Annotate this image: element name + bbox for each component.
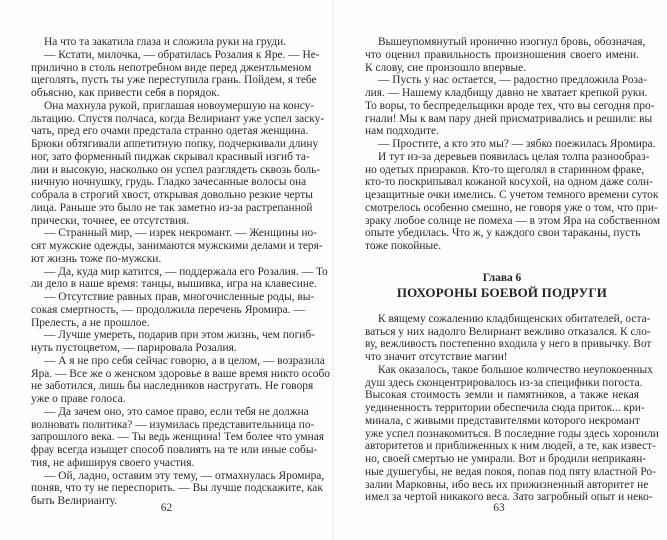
text-line: что значит отсутствие магии!	[365, 351, 508, 363]
chapter-spacer-top	[365, 253, 639, 271]
text-line: ног, зато форменный пиджак скрывал красивый изгиб та-	[31, 150, 310, 163]
text-line: Вышеупомянутый иронично изогнул бровь, обозначая,	[378, 36, 646, 48]
right-page-text-after-chapter	[365, 312, 659, 504]
text-line: запрошлого века. — Ты ведь женщина! Тем более что умная	[31, 431, 325, 444]
text-line: — Отсутствие равных прав, многочисленные роды, вы-	[44, 291, 315, 303]
text-line: прически, точнее, ее отсутствия.	[31, 214, 190, 227]
right-page-body	[365, 36, 661, 504]
text-line: Как оказалось, такое большое количество неупокоенных	[378, 363, 653, 376]
text-line: То воры, то беспредельщики вроде тех, что вы сегодня про-	[365, 99, 655, 112]
text-line: не заботился, лишь бы наследников настругать. Не говоря	[31, 380, 314, 393]
text-line: поняв, что ту не переспорить. — Вы лучше подскажите, как	[31, 482, 323, 495]
text-line: Яра. — Все же о женском здоровье в ваше время никто особо	[31, 367, 330, 380]
text-line: фрау всегда изыщет способ повлиять на те или иные собы-	[31, 444, 318, 456]
text-line: Брюки обтягивали аппетитную попку, подчеркивали длину	[31, 138, 319, 150]
text-line: лица. Раньше это было не так заметно из-за растрепанной	[31, 201, 313, 214]
text-line: кто-то поскрипывал кожаной косухой, на одном даже солн-	[365, 176, 653, 189]
text-line: ли дело в наше время: танцы, вышивка, игра на клавесине.	[31, 278, 317, 291]
text-line: опыте убедилась. Что ж, у каждого свои тараканы, пусть	[365, 227, 641, 240]
text-line: ваться у них надолго Велириант вежливо отказался. К сло-	[365, 325, 651, 338]
text-line: цезащитные очки имелись. С учетом темного времени суток	[365, 189, 659, 201]
text-line: К слову, сие произошло впервые.	[365, 61, 527, 74]
text-line: И тут из-за деревьев появилась целая толпа разнообраз-	[378, 150, 650, 163]
text-line: но, своей смертью не умирали. Вот и бродили неприкаян-	[365, 453, 647, 465]
text-line: На что та закатила глаза и сложила руки на груди.	[44, 36, 287, 48]
text-line: уже о праве голоса.	[31, 393, 126, 405]
text-line: залии Марковны, ибо весь их прижизненный авторитет не	[365, 478, 649, 491]
text-line: авторитетов и приближенных к ним людей, а те, как извест-	[365, 440, 656, 453]
text-line: — Да, куда мир катится, — поддержала его Розалия. — То	[44, 265, 328, 278]
text-line: объясню, как привести себя в порядок.	[31, 87, 220, 99]
text-line: волновать политика? — изумилась представительница по-	[31, 418, 315, 431]
chapter-title: ПОХОРОНЫ БОЕВОЙ ПОДРУГИ	[396, 284, 608, 300]
text-line: тия, не афишируя своего участия.	[31, 456, 195, 469]
text-line: Она махнула рукой, приглашая новоумершую на консу-	[44, 99, 315, 112]
text-line: чать, пред его очами предстала странно одетая женщина.	[31, 125, 309, 138]
text-line: минала, с живыми представителями которого некромант	[365, 414, 640, 427]
text-line: щеголять, пусть ты уже переступила грань. Пойдем, я тебе	[31, 74, 317, 87]
text-line: зраку любое солнце не помеха — в этом Яра на собственном	[365, 214, 661, 227]
chapter-number: Глава 6	[482, 271, 522, 284]
text-line: — Кстати, милочка, — обратилась Розалия к Яре. — Не-	[44, 48, 320, 61]
right-page	[333, 0, 667, 540]
chapter-spacer-bottom	[365, 301, 639, 313]
left-page-body	[31, 36, 330, 508]
right-page-text-before-chapter	[365, 36, 661, 253]
text-line: льтацию. Спустя полчаса, когда Велириант уже успел заску-	[31, 112, 325, 125]
text-line: Высокая стоимость земли и памятников, а также некая	[365, 389, 639, 402]
text-line: — Странный мир, — изрек некромант. — Женщины но-	[44, 227, 318, 240]
text-line: уже успел познакомиться. В последние годы здесь хоронили	[365, 427, 659, 440]
text-line: имел за чертой никакого веса. Зато загробный опыт и неко-	[365, 491, 653, 504]
text-line: — Да зачем оно, это самое право, если тебя не должна	[44, 405, 309, 418]
text-line: нам подходите.	[365, 125, 439, 138]
text-line: ву, вежливость постепенно входила у него в привычку. Вот	[365, 338, 652, 351]
text-line: душ здесь сконцентрировалось из-за специфики погоста.	[365, 376, 643, 389]
text-line: быть Велирианту.	[31, 495, 118, 507]
text-line: К вящему сожалению кладбищенских обитателей, оста-	[378, 312, 651, 325]
text-line: лии и высокую, насколько он успел разглядеть сквозь боль-	[31, 163, 321, 176]
text-line: — А я не про себя сейчас говорю, а в целом, — возразила	[44, 354, 325, 367]
text-line: ничную ночнушку, грудь. Гладко зачесанные волосы она	[31, 176, 307, 189]
text-line: лия. — Нашему кладбищу давно не хватает крепкой руки.	[365, 87, 648, 99]
text-line: сокая смертность, — продолжила перечень Яромира. —	[31, 303, 305, 316]
page-number-left: 62	[160, 502, 173, 514]
text-line: Прелесть, а не прошлое.	[31, 316, 150, 329]
page-number-right: 63	[493, 502, 505, 514]
text-line: смотрелось особенно смешно, не говоря уже о том, что при-	[365, 201, 658, 214]
text-line: гнали! Мы к вам пару дней присматривались и решили: вы	[365, 112, 653, 125]
text-line: но одетых призраков. Кто-то щеголял в старинном фраке,	[365, 163, 645, 176]
chapter-heading	[365, 271, 639, 301]
text-line: уединенность территории обеспечила сюда приток... кри-	[365, 402, 645, 414]
text-line: — Пусть у нас остается, — радостно предложила Роза-	[378, 74, 647, 87]
text-line: собрала в строгий хвост, открывая довольно резкие черты	[31, 189, 313, 201]
text-line: нуть пустоцветом, — парировала Розалия.	[31, 342, 237, 354]
text-line: ют жизнь тоже по-мужски.	[31, 252, 162, 265]
text-line: — Лучше умереть, подарив при этом жизнь, чем погиб-	[44, 329, 315, 342]
text-line: что оценил правильность произношения своего имени.	[365, 48, 639, 61]
text-line: — Простите, а кто это мы? — зябко поежилась Яромира.	[378, 138, 656, 150]
text-line: — Ой, ладно, оставим эту тему, — отмахнулась Яромира,	[44, 469, 325, 482]
text-line: тоже покойные.	[365, 240, 442, 252]
left-page	[0, 0, 333, 540]
text-line: сят мужские одежды, занимаются мужскими делами и теря-	[31, 240, 323, 252]
text-line: ные душегубы, не ведая покоя, попав под пяту властной Ро-	[365, 465, 656, 478]
text-line: прилично в столь непотребном виде перед джентльменом	[31, 61, 312, 74]
